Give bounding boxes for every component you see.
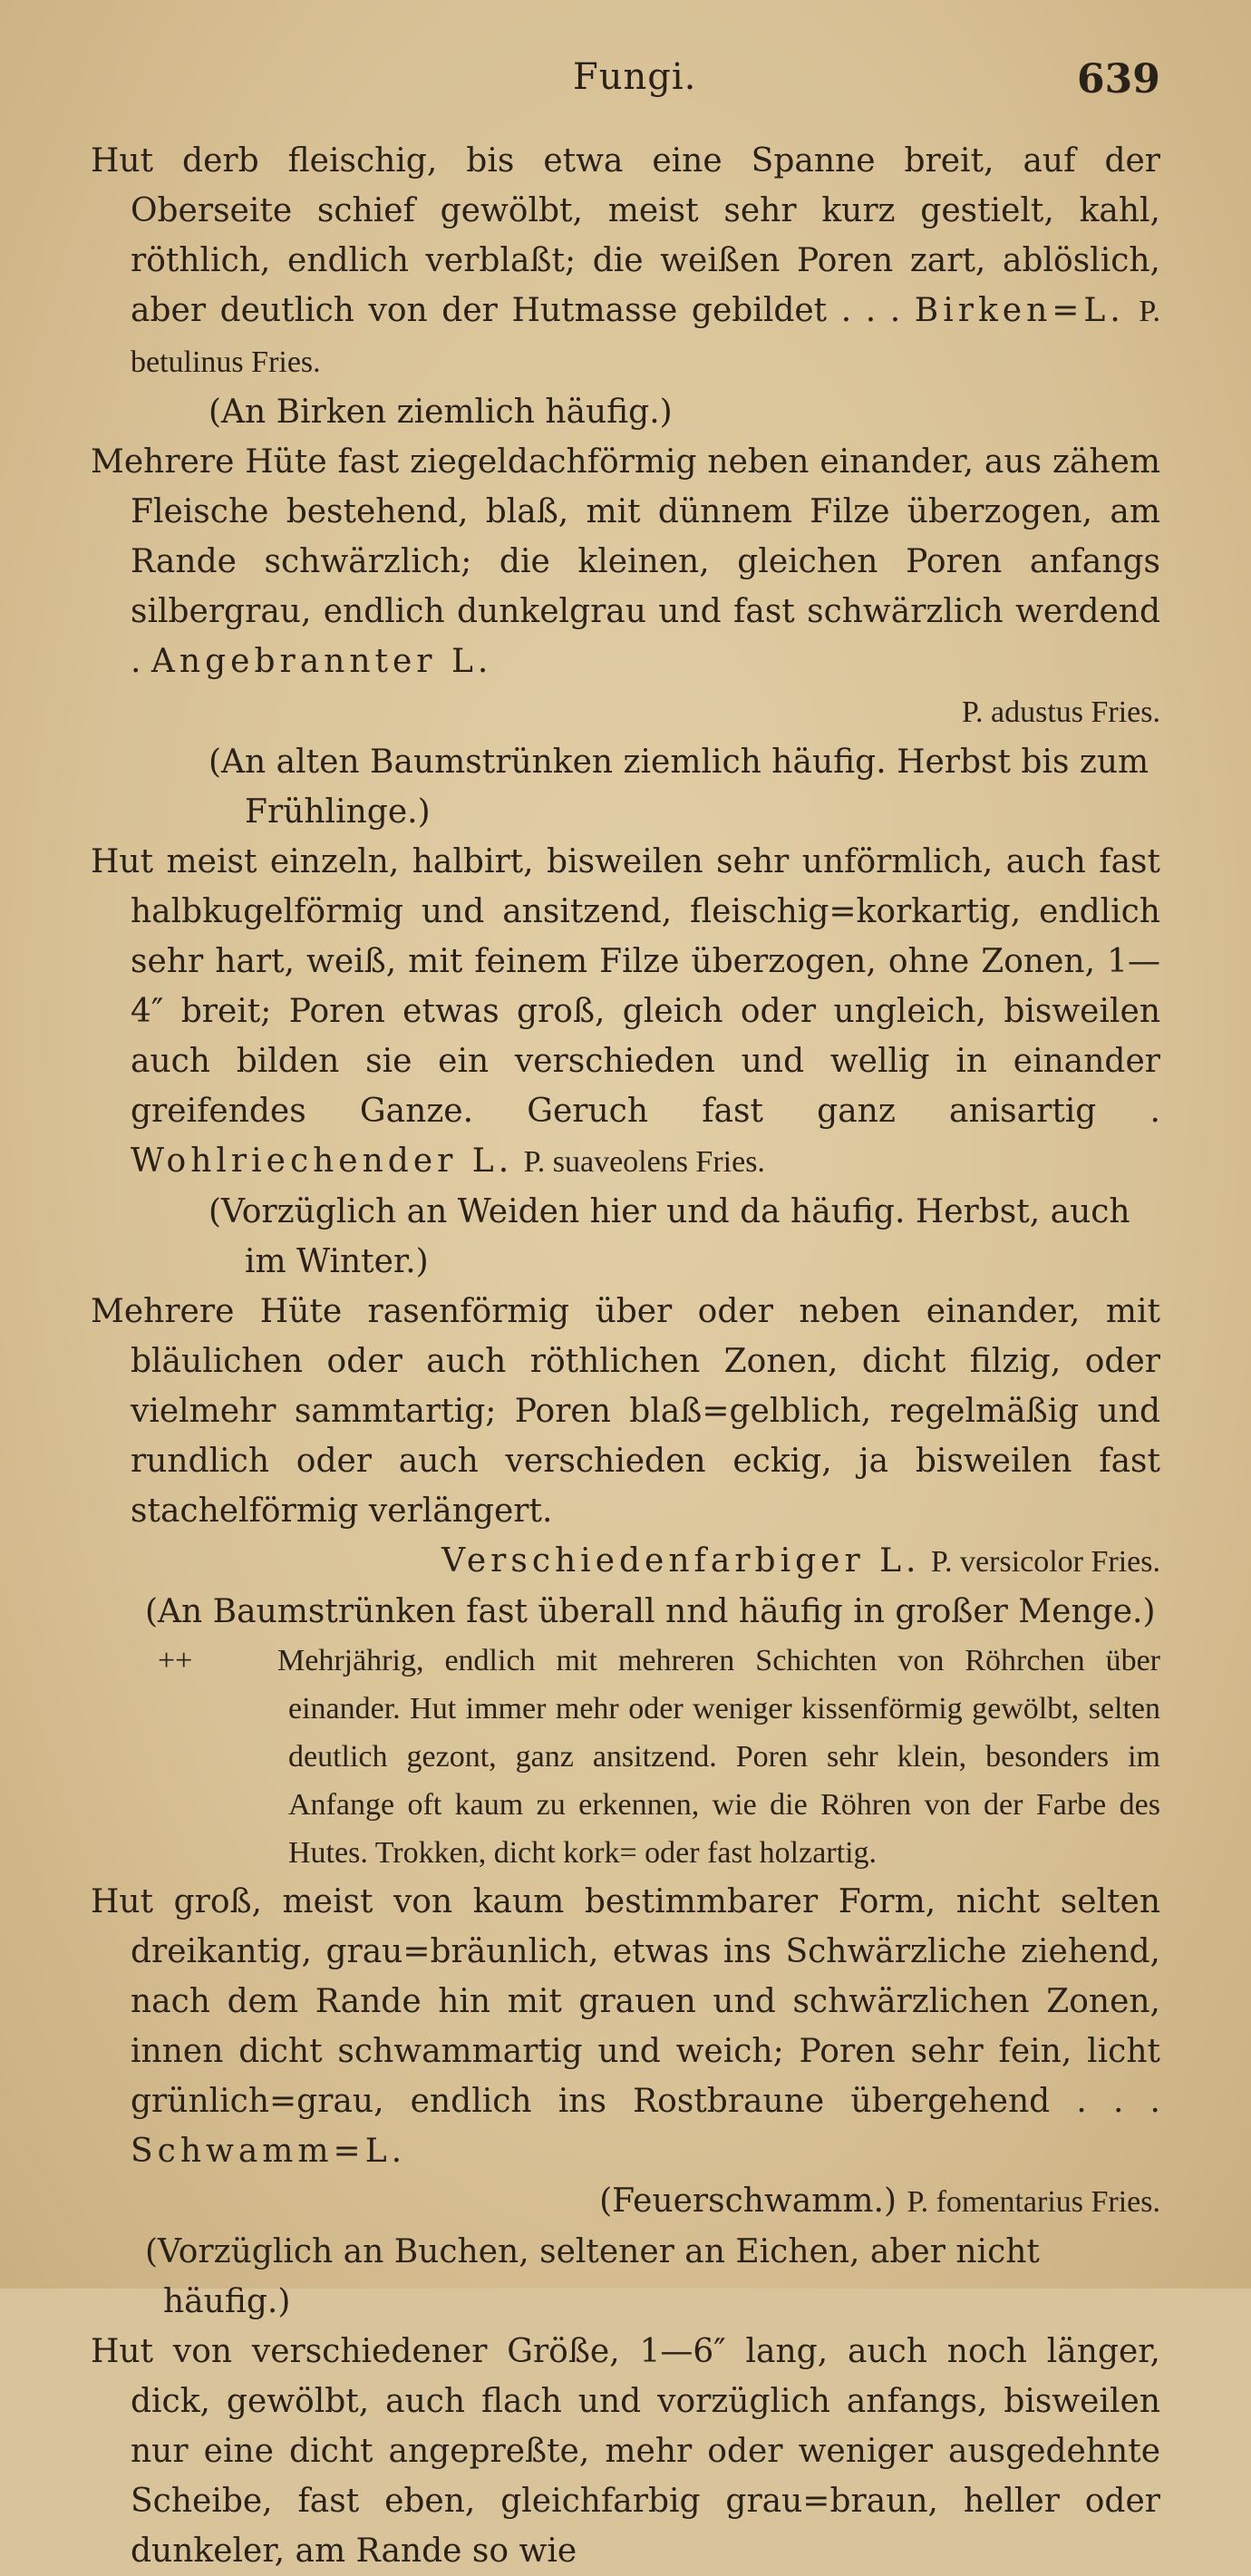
entry-description: Hut von verschiedener Größe, 1—6″ lang, auch noch länger, dick, gewölbt, auch flach und vorzüglich anfangs, bisweilen nur eine dicht angepreßte, mehr oder weniger ausgedehnte Scheibe, fast eben, gleichfarbig grau=braun, heller oder dunkeler, am Rande so wie	[91, 2333, 1160, 2570]
subgroup-note: ++ Mehrjährig, endlich mit mehreren Schichten von Röhrchen über einander. Hut immer mehr oder weniger kissenförmig gewölbt, selten deutlich gezont, ganz ansitzend. Poren sehr klein, besonders im Anfange oft kaum zu erkennen, wie die Röhren von der Farbe des Hutes. Trokken, dicht kork= oder fast holzartig.	[91, 1637, 1160, 1877]
species-name: Angebrannter L.	[150, 643, 493, 680]
latin-name: P. fomentarius Fries.	[907, 2185, 1160, 2219]
latin-name: P. adustus Fries.	[961, 695, 1160, 729]
habitat-note: (An alten Baumstrünken ziemlich häufig. Herbst bis zum Frühlinge.)	[208, 744, 1149, 831]
habitat-note: (Vorzüglich an Weiden hier und da häufig. Herbst, auch im Winter.)	[208, 1193, 1130, 1280]
page-number: 639	[1077, 56, 1160, 102]
species-name: Wohlriechender L.	[131, 1142, 514, 1180]
habitat-note: (An Birken ziemlich häufig.)	[208, 394, 673, 431]
alt-name: (Feuerschwamm.)	[599, 2182, 897, 2220]
latin-name: P. suaveolens Fries.	[523, 1145, 765, 1179]
latin-name-line	[91, 686, 1160, 737]
habitat-note: (Vorzüglich an Buchen, seltener an Eichen, aber nicht häufig.)	[145, 2233, 1040, 2320]
double-cross-marker: ++	[158, 1644, 193, 1677]
page-header	[0, 56, 1251, 111]
latin-name: P. versicolor Fries.	[930, 1545, 1160, 1579]
latin-name: P. betulinus Fries.	[131, 295, 1160, 379]
entry-description: Hut derb fleischig, bis etwa eine Spanne breit, auf der Oberseite schief gewölbt, meist sehr kurz gestielt, kahl, röthlich, endlich verblaßt; die weißen Poren zart, ablöslich, aber deutlich von der Hutmasse gebildet . . . Birken=L. P. betulinus Fries.	[91, 142, 1160, 379]
entry-description: Hut meist einzeln, halbirt, bisweilen sehr unförmlich, auch fast halbkugelförmig und ansitzend, fleischig=korkartig, endlich sehr hart, weiß, mit feinem Filze überzogen, ohne Zonen, 1—4″ breit; Poren etwas groß, gleich oder ungleich, bisweilen auch bilden sie ein verschieden und wellig in einander greifendes Ganze. Geruch fast ganz anisartig . Wohlriechender L. P. suaveolens Fries.	[91, 843, 1160, 1180]
habitat-note: (An Baumstrünken fast überall nnd häufig in großer Menge.)	[145, 1593, 1156, 1630]
entry-description: Hut groß, meist von kaum bestimmbarer Form, nicht selten dreikantig, grau=bräunlich, etwas ins Schwärzliche ziehend, nach dem Rande hin mit grauen und schwärzlichen Zonen, innen dicht schwammartig und weich; Poren sehr fein, licht grünlich=grau, endlich ins Rostbraune übergehend . . . Schwamm=L.	[91, 1883, 1160, 2170]
running-title: Fungi.	[573, 56, 697, 98]
species-line	[91, 2176, 1160, 2227]
entry-description: Mehrere Hüte rasenförmig über oder neben einander, mit bläulichen oder auch röthlichen Zonen, dicht filzig, oder vielmehr sammtartig; Poren blaß=gelblich, regelmäßig und rundlich oder auch verschieden eckig, ja bisweilen fast stachelförmig verlängert.	[91, 1293, 1160, 1530]
entry-description: Mehrere Hüte fast ziegeldachförmig neben einander, aus zähem Fleische bestehend, blaß, mit dünnem Filze überzogen, am Rande schwärzlich; die kleinen, gleichen Poren anfangs silbergrau, endlich dunkelgrau und fast schwärzlich werdend . Angebrannter L.	[91, 443, 1160, 680]
species-name: Verschiedenfarbiger L.	[441, 1542, 921, 1580]
species-name: Birken=L.	[914, 292, 1125, 329]
species-name: Schwamm=L.	[131, 2133, 407, 2170]
page-body	[91, 136, 1160, 2576]
species-line	[91, 1536, 1160, 1587]
